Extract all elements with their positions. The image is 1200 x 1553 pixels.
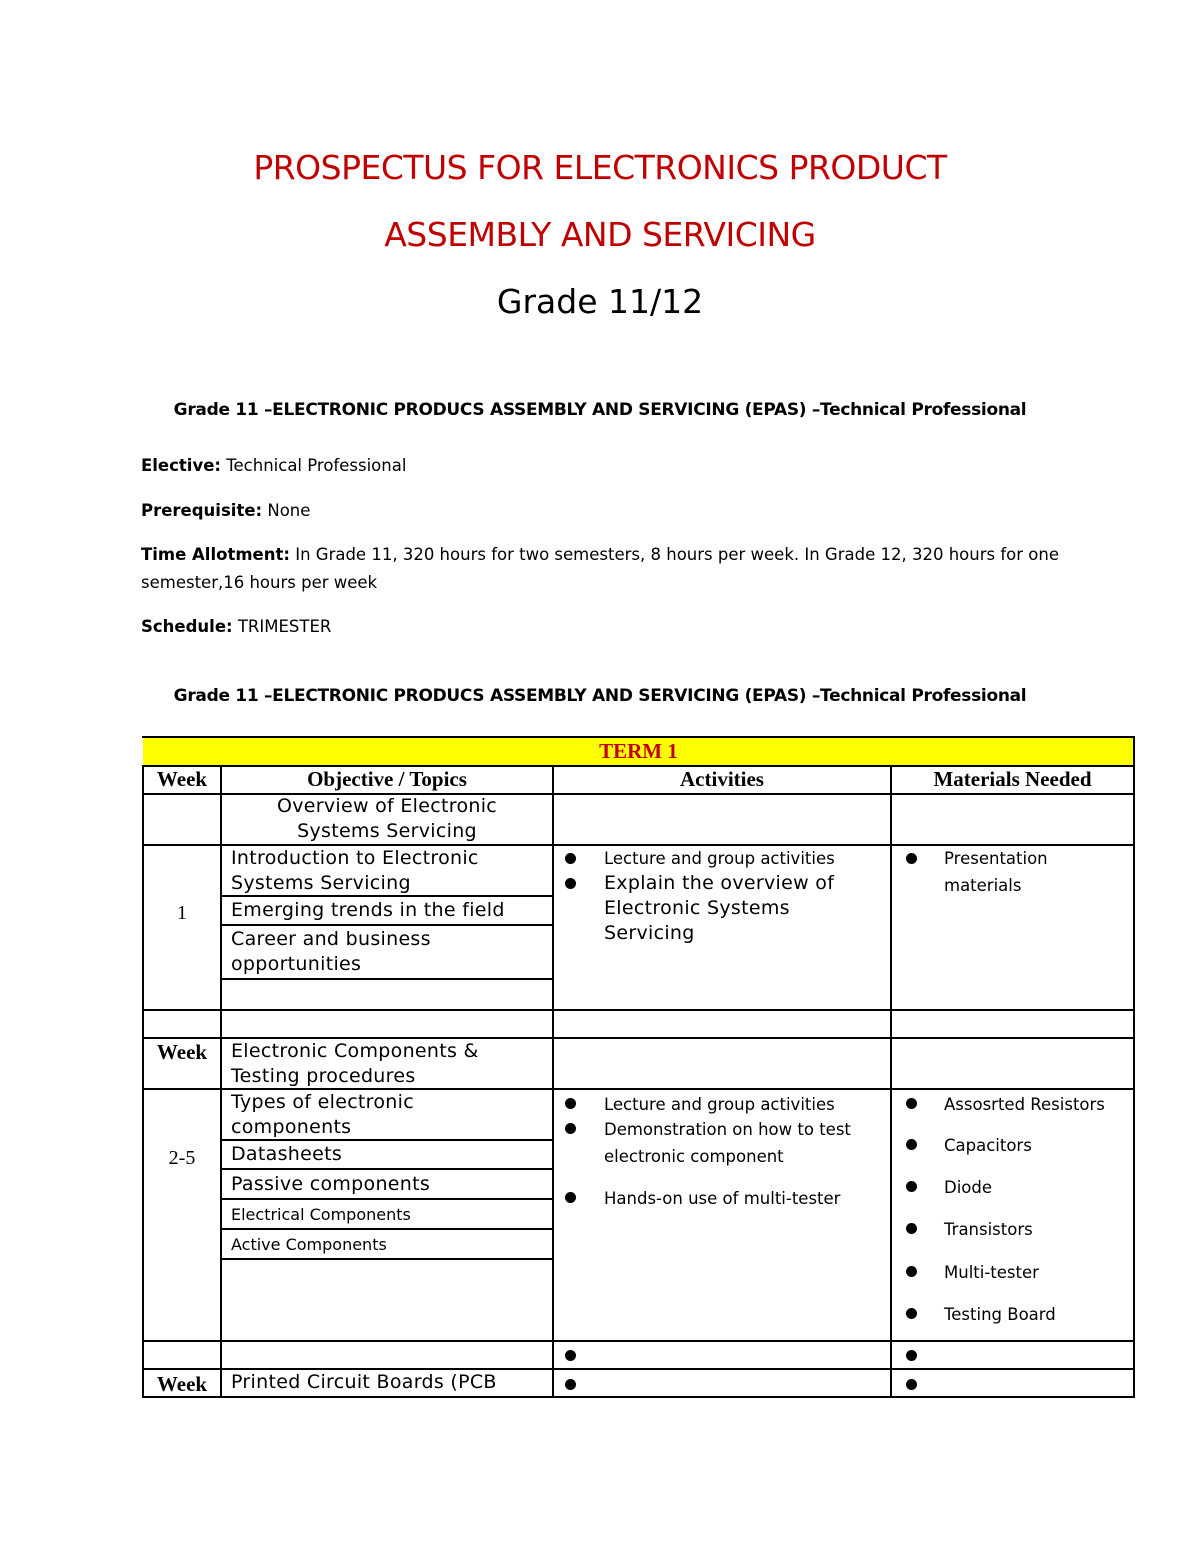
table-rule: [221, 924, 553, 926]
topic-text: opportunities: [231, 953, 362, 975]
bullet-icon: [565, 1098, 576, 1109]
bullet-icon: [565, 1350, 576, 1361]
bullet-icon: [906, 1308, 917, 1319]
bullet-icon: [565, 1379, 576, 1390]
bullet-icon: [565, 1123, 576, 1134]
table-rule: [142, 1009, 1135, 1011]
section1-title-line2: Systems Servicing: [297, 820, 477, 842]
table-rule: [221, 1168, 553, 1170]
time-allotment-label: Time Allotment:: [141, 545, 290, 564]
term-label: TERM 1: [599, 739, 678, 763]
section2-activity-2: [604, 1116, 851, 1170]
table-col-rule: [552, 765, 554, 1398]
time-allotment-value: In Grade 11, 320 hours for two semesters, 8 hours per week. In Grade 12, 320 hours for one: [289, 545, 1059, 564]
section2-title-line1: Electronic Components &: [231, 1040, 479, 1062]
section2-material-1: Assosrted Resistors: [944, 1095, 1105, 1114]
grade-heading: Grade 11/12: [496, 282, 704, 321]
section2-topic-4: Electrical Components: [231, 1205, 411, 1224]
activity-text: electronic component: [604, 1147, 784, 1166]
bullet-icon: [906, 1266, 917, 1277]
table-border-top: [142, 736, 1135, 738]
bullet-icon: [906, 1350, 917, 1361]
document-title-line2: ASSEMBLY AND SERVICING: [384, 215, 816, 254]
bullet-icon: [906, 1379, 917, 1390]
table-col-rule: [890, 765, 892, 1398]
bullet-icon: [565, 1192, 576, 1203]
topic-text: components: [231, 1116, 352, 1138]
elective-label: Elective:: [141, 456, 221, 475]
section2-material-6: Testing Board: [944, 1305, 1056, 1324]
activity-text: Electronic Systems: [604, 897, 790, 919]
section2-material-4: Transistors: [944, 1220, 1033, 1239]
section1-material-1: [944, 845, 1048, 899]
header-week: Week: [156, 767, 208, 791]
course-subtitle: Grade 11 –ELECTRONIC PRODUCS ASSEMBLY AND SERVICING (EPAS) –Technical Professional: [173, 400, 1027, 420]
section1-activity-1: Lecture and group activities: [604, 849, 835, 868]
elective-value: Technical Professional: [221, 456, 407, 475]
bullet-icon: [565, 853, 576, 864]
bullet-icon: [906, 1098, 917, 1109]
section2-topic-1: [231, 1090, 414, 1140]
section3-week-label: Week: [156, 1372, 208, 1396]
table-rule: [221, 978, 553, 980]
bullet-icon: [906, 1181, 917, 1192]
section1-topic-3: [231, 927, 431, 977]
material-text: Presentation: [944, 849, 1048, 868]
section2-topic-5: Active Components: [231, 1235, 387, 1254]
section2-material-5: Multi-tester: [944, 1263, 1039, 1282]
table-border-bottom: [142, 1396, 1135, 1398]
time-allotment-value-cont: semester,16 hours per week: [141, 573, 378, 592]
activity-text: Servicing: [604, 922, 695, 944]
table-col-rule: [220, 765, 222, 1398]
section2-title-line2: Testing procedures: [231, 1065, 416, 1087]
bullet-icon: [906, 1223, 917, 1234]
section2-material-2: Capacitors: [944, 1136, 1032, 1155]
section2-title: [231, 1039, 479, 1089]
section1-topic-2: Emerging trends in the field: [231, 899, 505, 921]
prerequisite-value: None: [262, 501, 311, 520]
header-materials: Materials Needed: [933, 767, 1092, 791]
section1-week-number: 1: [177, 902, 187, 924]
header-activities: Activities: [680, 767, 764, 791]
table-border-right: [1133, 736, 1135, 1398]
bullet-icon: [906, 853, 917, 864]
schedule-label: Schedule:: [141, 617, 233, 636]
schedule-value: TRIMESTER: [232, 617, 332, 636]
bullet-icon: [906, 1139, 917, 1150]
section2-topic-3: Passive components: [231, 1173, 431, 1195]
header-objective: Objective / Topics: [307, 767, 467, 791]
activity-text: Explain the overview of: [604, 872, 835, 894]
section1-title-line1: Overview of Electronic: [276, 795, 498, 817]
topic-text: Systems Servicing: [231, 872, 411, 894]
bullet-icon: [565, 878, 576, 889]
section2-material-3: Diode: [944, 1178, 993, 1197]
table-border-left: [142, 765, 144, 1398]
section1-title: [221, 794, 553, 844]
section3-title: Printed Circuit Boards (PCB: [231, 1371, 497, 1393]
prerequisite-label: Prerequisite:: [141, 501, 263, 520]
table-rule: [221, 1198, 553, 1200]
topic-text: Career and business: [231, 928, 431, 950]
section2-activity-3: Hands-on use of multi-tester: [604, 1189, 841, 1208]
activity-text: Demonstration on how to test: [604, 1120, 851, 1139]
table-rule: [221, 1228, 553, 1230]
table-rule: [142, 1340, 1135, 1342]
course-subtitle-2: Grade 11 –ELECTRONIC PRODUCS ASSEMBLY AND SERVICING (EPAS) –Technical Professional: [173, 686, 1027, 706]
table-rule: [221, 1258, 553, 1260]
section1-activity-2: [604, 871, 834, 946]
section1-topic-1: [231, 846, 479, 896]
section2-topic-2: Datasheets: [231, 1143, 343, 1165]
section2-activity-1: Lecture and group activities: [604, 1095, 835, 1114]
topic-text: Types of electronic: [231, 1091, 414, 1113]
topic-text: Introduction to Electronic: [231, 847, 479, 869]
section2-week-number: 2-5: [168, 1147, 196, 1169]
document-title-line1: PROSPECTUS FOR ELECTRONICS PRODUCT: [253, 148, 947, 187]
section2-week-label: Week: [156, 1040, 208, 1064]
material-text: materials: [944, 876, 1022, 895]
